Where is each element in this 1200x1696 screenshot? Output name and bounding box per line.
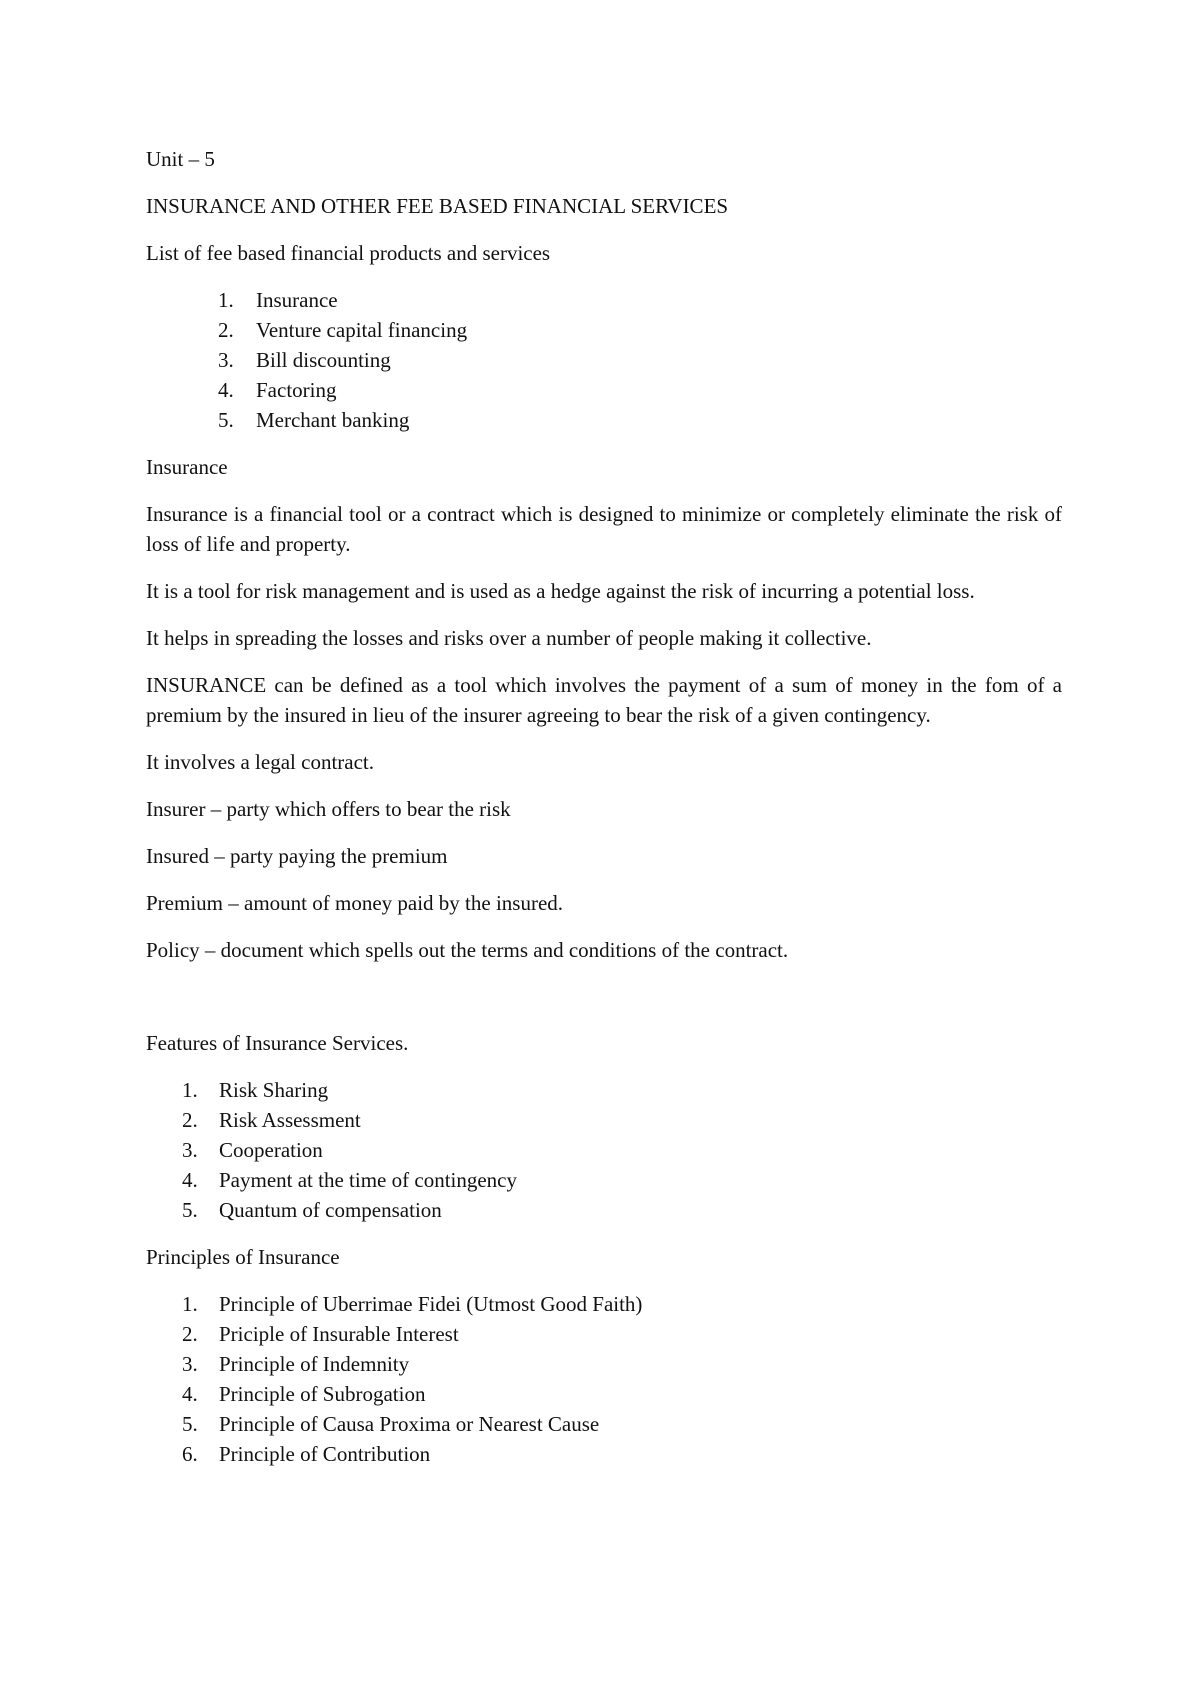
features-list (146, 1075, 1062, 1225)
list-item: 5. Merchant banking (218, 408, 410, 432)
main-title: INSURANCE AND OTHER FEE BASED FINANCIAL SERVICES (146, 194, 729, 218)
paragraph: It helps in spreading the losses and risks over a number of people making it collective. (146, 626, 872, 650)
insurance-heading: Insurance (146, 455, 228, 479)
list-item: 3. Cooperation (182, 1138, 323, 1162)
document-page (146, 144, 1062, 1486)
list-intro: List of fee based financial products and services (146, 241, 551, 265)
unit-label: Unit – 5 (146, 147, 215, 171)
paragraph: It involves a legal contract. (146, 750, 374, 774)
products-list (146, 285, 1062, 435)
list-item: 5. Principle of Causa Proxima or Nearest Cause (182, 1412, 600, 1436)
definition-premium: Premium – amount of money paid by the insured. (146, 891, 564, 915)
features-heading: Features of Insurance Services. (146, 1031, 409, 1055)
list-item: 3. Principle of Indemnity (182, 1352, 410, 1376)
principles-list (146, 1289, 1062, 1469)
principles-heading: Principles of Insurance (146, 1245, 340, 1269)
list-item: 2. Venture capital financing (218, 318, 468, 342)
paragraph: It is a tool for risk management and is used as a hedge against the risk of incurring a potential loss. (146, 579, 975, 603)
list-item: 6. Principle of Contribution (182, 1442, 431, 1466)
list-item: 1. Principle of Uberrimae Fidei (Utmost Good Faith) (182, 1292, 643, 1316)
paragraph: Insurance is a financial tool or a contract which is designed to minimize or completely eliminate the risk of loss of life and property. (146, 502, 1062, 556)
definition-policy: Policy – document which spells out the terms and conditions of the contract. (146, 938, 789, 962)
list-item: 2. Priciple of Insurable Interest (182, 1322, 459, 1346)
definition-insured: Insured – party paying the premium (146, 844, 448, 868)
list-item: 2. Risk Assessment (182, 1108, 361, 1132)
paragraph: INSURANCE can be defined as a tool which involves the payment of a sum of money in the fom of a premium by the insured in lieu of the insurer agreeing to bear the risk of a given contingency. (146, 673, 1062, 727)
list-item: 1. Insurance (218, 288, 338, 312)
definition-insurer: Insurer – party which offers to bear the risk (146, 797, 511, 821)
list-item: 5. Quantum of compensation (182, 1198, 442, 1222)
blank-line (146, 982, 1062, 1028)
list-item: 1. Risk Sharing (182, 1078, 329, 1102)
list-item: 3. Bill discounting (218, 348, 391, 372)
list-item: 4. Principle of Subrogation (182, 1382, 426, 1406)
list-item: 4. Factoring (218, 378, 337, 402)
list-item: 4. Payment at the time of contingency (182, 1168, 517, 1192)
